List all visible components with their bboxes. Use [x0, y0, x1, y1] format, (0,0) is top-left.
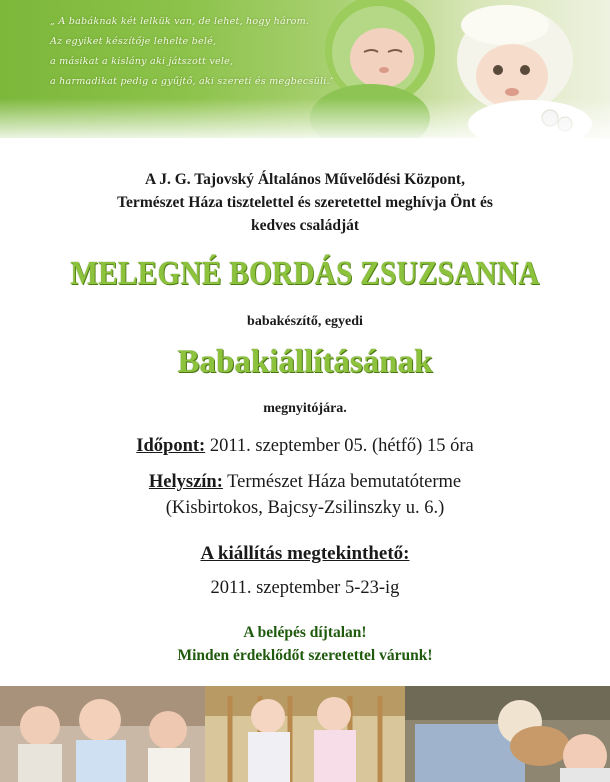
- place-address: (Kisbirtokos, Bajcsy-Zsilinszky u. 6.): [165, 498, 445, 518]
- organizer-text: [0, 168, 610, 237]
- quote-line: Az egyiket készítője lehelte belé,: [50, 36, 217, 47]
- closing-line: Minden érdeklődőt szeretettel várunk!: [177, 647, 433, 664]
- quote-line: a harmadikat pedig a gyűjtő, aki szereti és megbecsüli.”: [50, 76, 335, 87]
- place-value: Természet Háza bemutatóterme: [222, 472, 462, 492]
- exhibition-title: Babakiállításának: [177, 344, 433, 380]
- doll-photos-strip: [0, 686, 610, 782]
- event-time: [0, 436, 610, 457]
- closing-text: [0, 621, 610, 667]
- viewable-dates: 2011. szeptember 5-23-ig: [210, 578, 400, 598]
- organizer-line: kedves családját: [250, 217, 360, 234]
- quote-line: a másikat a kislány aki játszott vele,: [50, 56, 234, 67]
- organizer-line: Természet Háza tisztelettel és szeretettel meghívja Önt és: [117, 194, 493, 211]
- artist-subtitle: babakészítő, egyedi: [247, 314, 363, 329]
- event-place: [0, 472, 610, 493]
- quote-line: „ A babáknak két lelkük van, de lehet, hogy három.: [50, 16, 310, 27]
- time-label: Időpont:: [136, 436, 206, 456]
- organizer-line: A J. G. Tajovský Általános Művelődési Központ,: [145, 171, 465, 188]
- opening-text: megnyitójára.: [263, 401, 347, 416]
- time-value: 2011. szeptember 05. (hétfő) 15 óra: [205, 436, 474, 456]
- header-banner: [0, 0, 610, 138]
- place-label: Helyszín:: [148, 472, 223, 492]
- viewable-label: A kiállítás megtekinthető:: [200, 543, 410, 564]
- artist-name: MELEGNÉ BORDÁS ZSUZSANNA: [70, 255, 540, 292]
- closing-line: A belépés díjtalan!: [243, 624, 367, 641]
